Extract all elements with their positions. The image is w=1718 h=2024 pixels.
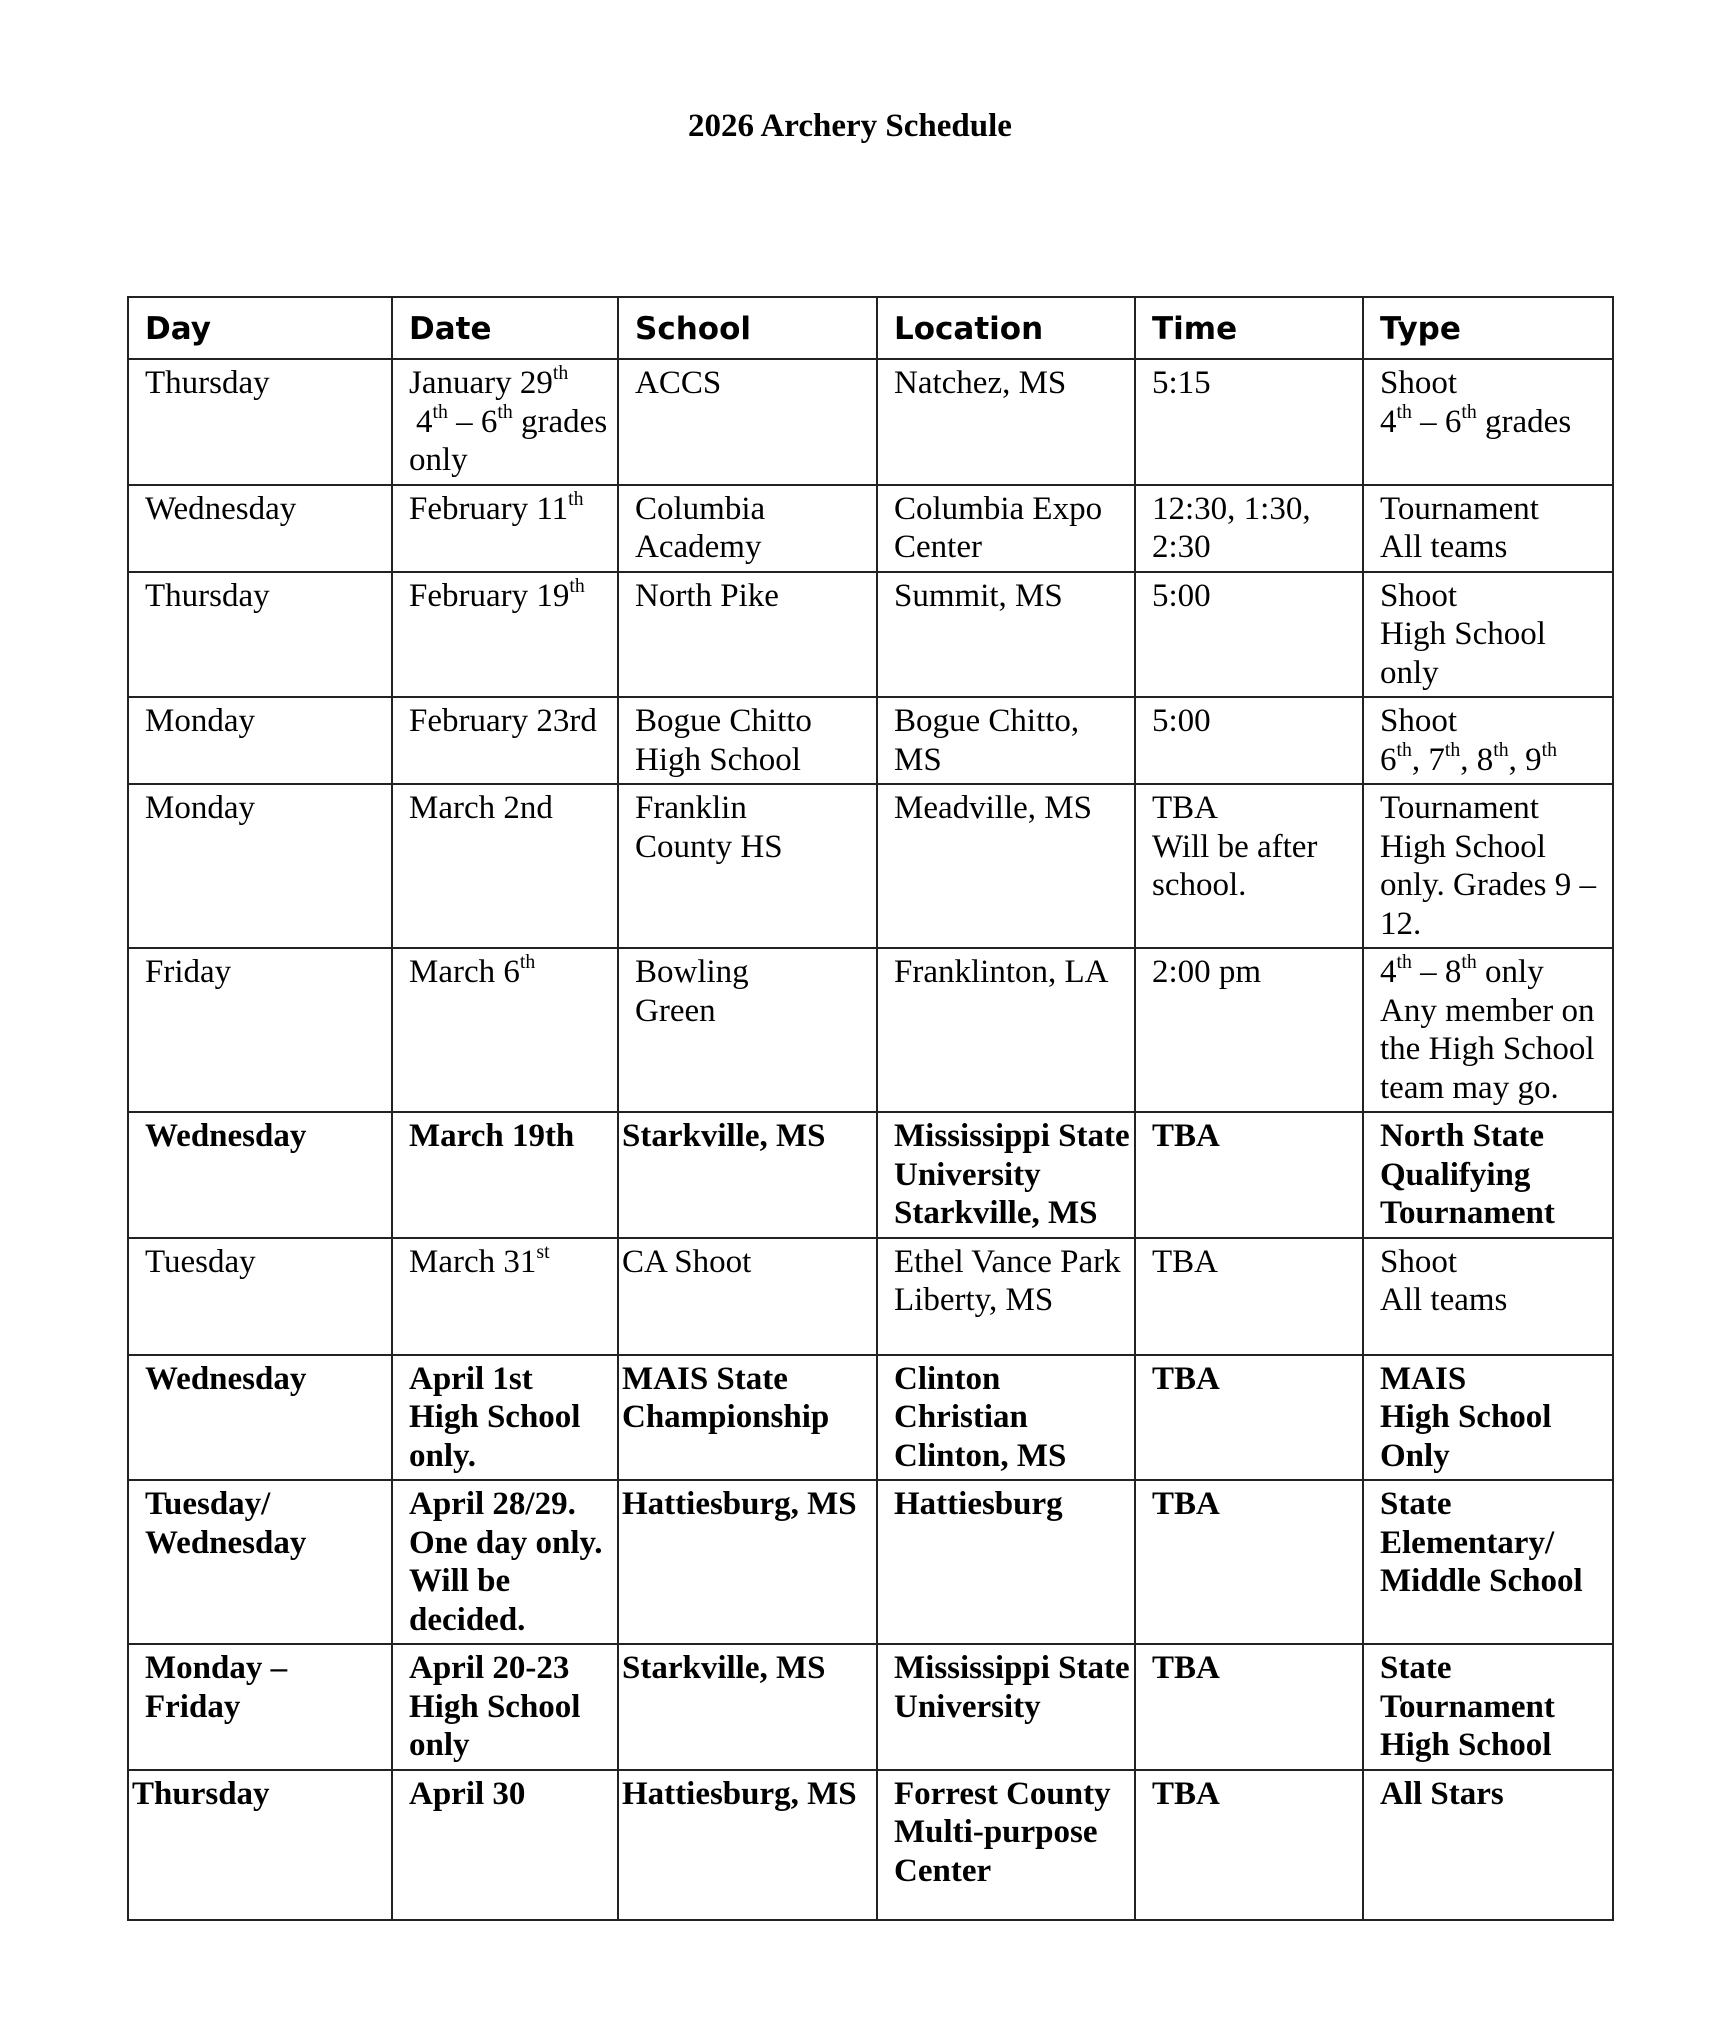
cell-school	[618, 1644, 877, 1770]
text-segment: 4	[416, 403, 433, 440]
cell-line: Starkville, MS	[622, 1650, 826, 1686]
table-body	[128, 359, 1613, 1920]
cell-time	[1135, 784, 1363, 948]
table-row	[128, 948, 1613, 1112]
cell-line	[1380, 1726, 1604, 1765]
header-type: Type	[1363, 297, 1613, 359]
cell-line	[1380, 364, 1604, 403]
cell-line	[1380, 615, 1604, 654]
text-segment: High School	[1380, 828, 1546, 865]
text-segment: February 11	[409, 490, 569, 527]
text-segment: only	[409, 442, 468, 478]
cell-type	[1363, 1112, 1613, 1238]
cell-type	[1363, 572, 1613, 698]
cell-line: Mississippi State	[894, 1118, 1130, 1154]
text-segment: April 30	[409, 1775, 526, 1812]
text-segment: only	[1476, 954, 1544, 990]
cell-line: Thursday	[132, 1775, 270, 1812]
text-segment: 12.	[1380, 905, 1422, 942]
cell-line: Wednesday	[145, 1118, 307, 1154]
cell-line: Friday	[145, 954, 232, 990]
cell-line: High School	[635, 741, 801, 778]
cell-type	[1363, 784, 1613, 948]
text-segment: only	[409, 1727, 470, 1763]
cell-school	[618, 1770, 877, 1920]
cell-line: 12:30, 1:30,	[1152, 490, 1311, 527]
cell-line: Academy	[635, 529, 762, 565]
cell-line: Monday	[145, 703, 255, 739]
text-segment: April 1st	[409, 1360, 533, 1397]
cell-line: Wednesday	[145, 490, 297, 527]
cell-line	[1380, 400, 1604, 442]
cell-line: TBA	[1152, 790, 1218, 826]
text-segment: grades	[512, 403, 608, 440]
cell-line	[1380, 490, 1604, 529]
cell-line	[1380, 1524, 1604, 1563]
cell-school	[618, 1355, 877, 1481]
cell-line: Center	[894, 1852, 992, 1889]
text-segment: All teams	[1380, 1282, 1508, 1318]
ordinal-suffix: th	[1493, 738, 1509, 761]
text-segment: North State	[1380, 1118, 1545, 1154]
cell-date	[392, 1112, 618, 1238]
table-row	[128, 485, 1613, 572]
cell-line	[409, 1649, 609, 1688]
table-row	[128, 359, 1613, 485]
cell-line	[1380, 828, 1604, 867]
cell-line: TBA	[1152, 1118, 1220, 1154]
cell-day	[128, 485, 392, 572]
cell-line	[409, 1437, 609, 1476]
cell-line: Forrest County	[894, 1775, 1111, 1812]
cell-line	[409, 1360, 609, 1399]
text-segment: State	[1380, 1486, 1452, 1522]
cell-line: Monday	[145, 790, 255, 826]
cell-date	[392, 784, 618, 948]
text-segment: the High School	[1380, 1031, 1595, 1067]
ordinal-suffix: th	[1396, 951, 1412, 973]
cell-line	[1380, 866, 1604, 905]
table-row	[128, 1355, 1613, 1481]
cell-line: Tuesday/	[145, 1486, 271, 1522]
text-segment: January 29	[409, 365, 553, 401]
cell-date	[392, 1238, 618, 1355]
text-segment: 4	[1380, 954, 1397, 990]
text-segment: Qualifying	[1380, 1156, 1531, 1193]
ordinal-suffix: th	[432, 400, 448, 423]
cell-line: Championship	[622, 1399, 830, 1435]
text-segment: only.	[409, 1437, 476, 1474]
cell-line: Liberty, MS	[894, 1282, 1054, 1318]
cell-location	[877, 1480, 1135, 1644]
cell-line: North Pike	[635, 577, 779, 614]
text-segment: February 23rd	[409, 703, 597, 739]
cell-school	[618, 1112, 877, 1238]
cell-location	[877, 948, 1135, 1112]
ordinal-suffix: th	[1396, 400, 1412, 423]
text-segment: , 8	[1460, 741, 1494, 778]
cell-day	[128, 1238, 392, 1355]
cell-line	[409, 1726, 609, 1765]
cell-line	[1380, 1485, 1604, 1524]
text-segment: Tournament	[1380, 1688, 1555, 1725]
cell-location	[877, 485, 1135, 572]
cell-time	[1135, 572, 1363, 698]
ordinal-suffix: th	[568, 487, 584, 510]
cell-location	[877, 697, 1135, 784]
cell-line	[409, 1240, 609, 1282]
cell-line: Green	[635, 992, 716, 1029]
ordinal-suffix: th	[569, 574, 585, 597]
text-segment: March 19th	[409, 1118, 575, 1154]
text-segment: Shoot	[1380, 365, 1458, 401]
cell-line: Thursday	[145, 577, 270, 614]
cell-time	[1135, 1770, 1363, 1920]
cell-line	[409, 1775, 609, 1814]
cell-date	[392, 697, 618, 784]
cell-line: 2:00 pm	[1152, 954, 1262, 990]
header-day: Day	[128, 297, 392, 359]
cell-line: Natchez, MS	[894, 365, 1067, 401]
table-row	[128, 1644, 1613, 1770]
cell-line	[409, 1485, 609, 1524]
cell-line	[409, 1398, 609, 1437]
cell-line	[1380, 789, 1604, 828]
cell-date	[392, 1480, 618, 1644]
cell-day	[128, 1770, 392, 1920]
cell-line	[1380, 1437, 1604, 1476]
table-header-row	[128, 297, 1613, 359]
cell-date	[392, 948, 618, 1112]
header-school: School	[618, 297, 877, 359]
header-time: Time	[1135, 297, 1363, 359]
cell-line: 5:15	[1152, 365, 1211, 401]
cell-line: Hattiesburg, MS	[622, 1775, 857, 1812]
cell-line	[1380, 1649, 1604, 1688]
header-location: Location	[877, 297, 1135, 359]
ordinal-suffix: th	[1396, 738, 1412, 761]
cell-location	[877, 1770, 1135, 1920]
text-segment: Middle School	[1380, 1563, 1583, 1599]
cell-line	[1380, 1156, 1604, 1195]
cell-line	[409, 789, 609, 828]
cell-location	[877, 784, 1135, 948]
cell-line	[1380, 1688, 1604, 1727]
cell-line: 5:00	[1152, 577, 1211, 614]
cell-line: Columbia	[635, 490, 766, 527]
cell-day	[128, 784, 392, 948]
cell-line	[409, 953, 609, 992]
cell-school	[618, 1480, 877, 1644]
cell-line: Starkville, MS	[894, 1195, 1098, 1231]
cell-line: 2:30	[1152, 529, 1211, 565]
text-segment: decided.	[409, 1601, 526, 1638]
cell-line	[1380, 1398, 1604, 1437]
cell-line: Mississippi State	[894, 1650, 1130, 1686]
cell-line: Multi-purpose	[894, 1814, 1098, 1850]
cell-line: Monday –	[145, 1650, 288, 1686]
cell-line	[1380, 738, 1604, 780]
document-title: 2026 Archery Schedule	[688, 108, 1012, 144]
cell-school	[618, 784, 877, 948]
cell-line	[1380, 1775, 1604, 1814]
cell-type	[1363, 948, 1613, 1112]
cell-location	[877, 572, 1135, 698]
text-segment: March 31	[409, 1243, 537, 1280]
text-segment: , 7	[1411, 741, 1445, 778]
cell-line: County HS	[635, 828, 783, 865]
cell-line: MS	[894, 741, 942, 778]
cell-line	[409, 1601, 609, 1640]
cell-type	[1363, 697, 1613, 784]
text-segment: – 8	[1411, 954, 1462, 990]
cell-line: Summit, MS	[894, 577, 1063, 614]
cell-line: Wednesday	[145, 1524, 307, 1561]
cell-line	[409, 400, 609, 442]
text-segment: grades	[1476, 403, 1572, 440]
cell-line: Ethel Vance Park	[894, 1243, 1121, 1280]
cell-line	[1380, 1069, 1604, 1108]
cell-line: school.	[1152, 867, 1247, 903]
text-segment: Tournament	[1380, 490, 1539, 527]
text-segment: February 19	[409, 577, 570, 614]
cell-line: Clinton	[894, 1360, 1001, 1397]
cell-school	[618, 359, 877, 485]
cell-date	[392, 485, 618, 572]
cell-line	[1380, 528, 1604, 567]
cell-time	[1135, 948, 1363, 1112]
text-segment: High School	[409, 1688, 581, 1725]
cell-location	[877, 1644, 1135, 1770]
text-segment: – 6	[1411, 403, 1462, 440]
cell-location	[877, 1355, 1135, 1481]
cell-school	[618, 1238, 877, 1355]
text-segment: only	[1380, 654, 1439, 691]
text-segment: High School	[1380, 1727, 1552, 1763]
text-segment: State	[1380, 1650, 1452, 1686]
table-row	[128, 1480, 1613, 1644]
text-segment: Shoot	[1380, 1243, 1458, 1280]
cell-line: Center	[894, 529, 982, 565]
cell-day	[128, 359, 392, 485]
table-row	[128, 1770, 1613, 1920]
ordinal-suffix: st	[536, 1240, 550, 1263]
cell-type	[1363, 485, 1613, 572]
ordinal-suffix: th	[1444, 738, 1461, 761]
cell-line: Thursday	[145, 365, 270, 401]
cell-line: Hattiesburg	[894, 1486, 1063, 1522]
text-segment: April 28/29.	[409, 1486, 576, 1522]
text-segment: Tournament	[1380, 790, 1539, 826]
cell-school	[618, 572, 877, 698]
text-segment: High School	[1380, 616, 1546, 652]
cell-line: Hattiesburg, MS	[622, 1486, 857, 1522]
text-segment: One day only.	[409, 1524, 603, 1561]
text-segment: March 6	[409, 954, 520, 990]
table-row	[128, 572, 1613, 698]
text-segment: – 6	[447, 403, 498, 440]
cell-type	[1363, 1355, 1613, 1481]
cell-date	[392, 572, 618, 698]
cell-line: Wednesday	[145, 1360, 307, 1397]
text-segment: 4	[1380, 403, 1397, 440]
text-segment: MAIS	[1380, 1360, 1467, 1397]
cell-line: Meadville, MS	[894, 790, 1092, 826]
cell-line	[409, 1117, 609, 1156]
cell-location	[877, 359, 1135, 485]
cell-line: MAIS State	[622, 1360, 788, 1397]
cell-line	[1380, 577, 1604, 616]
cell-line	[1380, 1243, 1604, 1282]
cell-line: Bogue Chitto	[635, 703, 812, 739]
text-segment: April 20-23	[409, 1650, 570, 1686]
cell-date	[392, 1355, 618, 1481]
table-row	[128, 784, 1613, 948]
table-row	[128, 1112, 1613, 1238]
ordinal-suffix: th	[497, 400, 513, 423]
cell-line: TBA	[1152, 1486, 1220, 1522]
text-segment: , 9	[1508, 741, 1542, 778]
cell-line: TBA	[1152, 1650, 1220, 1686]
cell-line	[409, 441, 609, 480]
cell-line	[409, 1688, 609, 1727]
cell-school	[618, 948, 877, 1112]
text-segment: Any member on	[1380, 992, 1595, 1029]
text-segment: March 2nd	[409, 790, 553, 826]
cell-line: Franklinton, LA	[894, 954, 1109, 990]
cell-line	[409, 1524, 609, 1563]
cell-line: 5:00	[1152, 703, 1211, 739]
cell-line: University	[894, 1156, 1041, 1193]
table-row	[128, 1238, 1613, 1355]
cell-day	[128, 572, 392, 698]
ordinal-suffix: th	[552, 362, 569, 384]
cell-line: TBA	[1152, 1360, 1220, 1397]
text-segment: Elementary/	[1380, 1524, 1555, 1561]
cell-date	[392, 1770, 618, 1920]
cell-line	[1380, 1117, 1604, 1156]
text-segment: Shoot	[1380, 703, 1458, 739]
cell-line: Bogue Chitto,	[894, 703, 1080, 739]
text-segment: All Stars	[1380, 1775, 1504, 1812]
cell-line: Tuesday	[145, 1243, 256, 1280]
cell-line	[409, 364, 609, 403]
text-segment: Will be	[409, 1563, 511, 1599]
cell-line: Franklin	[635, 790, 747, 826]
cell-location	[877, 1112, 1135, 1238]
archery-schedule-table	[127, 296, 1614, 1921]
cell-date	[392, 359, 618, 485]
cell-day	[128, 1480, 392, 1644]
cell-time	[1135, 1355, 1363, 1481]
cell-location	[877, 1238, 1135, 1355]
cell-line	[1380, 702, 1604, 741]
cell-line	[1380, 905, 1604, 944]
cell-time	[1135, 359, 1363, 485]
cell-school	[618, 697, 877, 784]
cell-day	[128, 948, 392, 1112]
ordinal-suffix: th	[1541, 738, 1558, 761]
cell-line: TBA	[1152, 1775, 1220, 1812]
cell-line	[1380, 1030, 1604, 1069]
cell-line: University	[894, 1688, 1041, 1725]
text-segment: team may go.	[1380, 1069, 1559, 1106]
cell-type	[1363, 1644, 1613, 1770]
text-segment: only. Grades 9 –	[1380, 867, 1596, 903]
cell-line: TBA	[1152, 1243, 1218, 1280]
cell-line: Bowling	[635, 954, 749, 990]
text-segment: Only	[1380, 1437, 1450, 1474]
cell-time	[1135, 697, 1363, 784]
cell-line	[1380, 1194, 1604, 1233]
cell-line: CA Shoot	[622, 1243, 752, 1280]
cell-day	[128, 1644, 392, 1770]
ordinal-suffix: th	[519, 951, 536, 973]
cell-line	[409, 574, 609, 616]
cell-line: Christian	[894, 1399, 1028, 1435]
cell-time	[1135, 1112, 1363, 1238]
header-date: Date	[392, 297, 618, 359]
text-segment: High School	[1380, 1399, 1552, 1435]
cell-day	[128, 1112, 392, 1238]
cell-line	[409, 487, 609, 529]
cell-type	[1363, 1770, 1613, 1920]
cell-date	[392, 1644, 618, 1770]
cell-type	[1363, 1238, 1613, 1355]
cell-line	[1380, 992, 1604, 1031]
cell-line	[1380, 1281, 1604, 1320]
cell-time	[1135, 1480, 1363, 1644]
cell-line	[1380, 654, 1604, 693]
text-segment: Tournament	[1380, 1195, 1555, 1231]
ordinal-suffix: th	[1461, 951, 1477, 973]
cell-line	[409, 702, 609, 741]
cell-time	[1135, 485, 1363, 572]
cell-day	[128, 1355, 392, 1481]
text-segment: All teams	[1380, 529, 1508, 565]
text-segment: Shoot	[1380, 577, 1458, 614]
cell-line: Will be after	[1152, 828, 1318, 865]
cell-line	[1380, 1562, 1604, 1601]
cell-line: Friday	[145, 1688, 241, 1725]
text-segment: 6	[1380, 741, 1397, 778]
cell-line: Columbia Expo	[894, 490, 1103, 527]
cell-line	[1380, 1360, 1604, 1399]
cell-time	[1135, 1238, 1363, 1355]
cell-line: Starkville, MS	[622, 1118, 826, 1154]
ordinal-suffix: th	[1461, 400, 1477, 423]
table-row	[128, 697, 1613, 784]
cell-day	[128, 697, 392, 784]
cell-time	[1135, 1644, 1363, 1770]
text-segment: High School	[409, 1399, 581, 1435]
cell-line: Clinton, MS	[894, 1437, 1067, 1474]
cell-line: ACCS	[635, 365, 722, 401]
cell-type	[1363, 1480, 1613, 1644]
cell-type	[1363, 359, 1613, 485]
cell-line	[409, 1562, 609, 1601]
cell-line	[1380, 953, 1604, 992]
cell-school	[618, 485, 877, 572]
